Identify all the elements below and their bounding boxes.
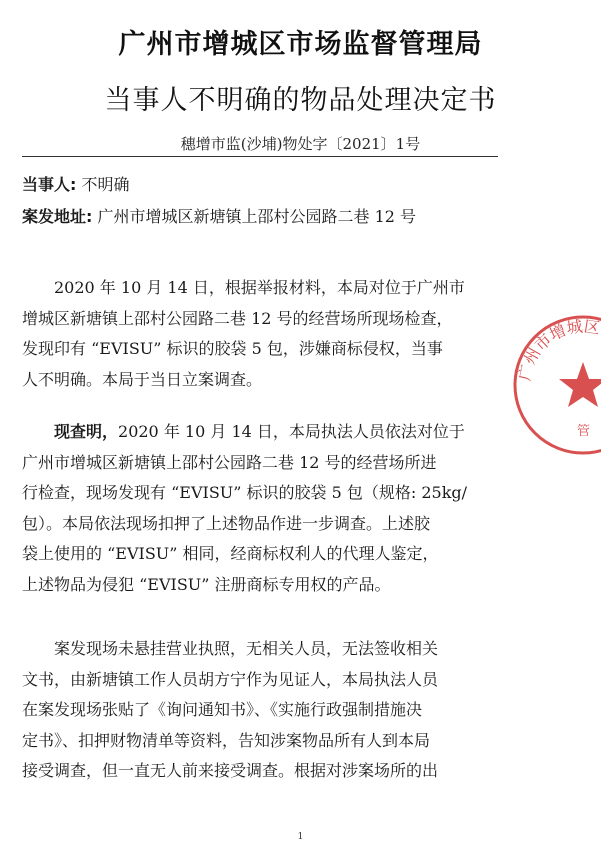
party-value: 不明确 (81, 175, 130, 194)
seal-bottom-text: 管 (577, 424, 591, 439)
seal-star-icon (559, 362, 601, 407)
paragraph-filing (22, 273, 500, 395)
paragraph-line: 定书》、扣押财物清单等资料，告知涉案物品所有人到本局 (22, 730, 431, 750)
paragraph-line: 接受调查，但一直无人前来接受调查。根据对涉案场所的出 (22, 761, 439, 781)
paragraph-line: 行检查，现场发现有 “EVISU” 标识的胶袋 5 包（规格: 25kg/ (22, 483, 468, 503)
paragraph-line: 包）。本局依法现场扣押了上述物品作进一步调查。上述胶 (22, 513, 431, 533)
paragraph-line: 上述物品为侵犯 “EVISU” 注册商标专用权的产品。 (22, 574, 391, 594)
document-title: 当事人不明确的物品处理决定书 (104, 85, 497, 116)
address-value: 广州市增城区新塘镇上邵村公园路二巷 12 号 (97, 207, 417, 226)
address-label: 案发地址: (22, 207, 93, 226)
document-number: 穗增市监(沙埔)物处字〔2021〕1号 (180, 135, 421, 153)
paragraph-line: 发现印有 “EVISU” 标识的胶袋 5 包，涉嫌商标侵权，当事 (22, 339, 443, 359)
agency-title: 广州市增城区市场监督管理局 (118, 29, 483, 60)
paragraph-line: 2020 年 10 月 14 日，根据举报材料，本局对位于广州市 (54, 278, 465, 297)
page-number: 1 (297, 832, 304, 842)
header-divider (22, 156, 498, 157)
paragraph-findings (22, 417, 500, 601)
paragraph-line: 案发现场未悬挂营业执照，无相关人员，无法签收相关 (54, 639, 439, 658)
paragraph-line: 人不明确。本局于当日立案调查。 (22, 369, 263, 389)
party-label: 当事人: (22, 175, 77, 194)
paragraph-line: 袋上使用的 “EVISU” 相同，经商标权利人的代理人鉴定， (22, 544, 439, 564)
paragraph-line (22, 417, 500, 448)
paragraph-line: 文书，由新塘镇工作人员胡方宁作为见证人，本局执法人员 (22, 669, 439, 689)
official-seal (508, 310, 601, 460)
findings-first-line: 2020 年 10 月 14 日，本局执法人员依法对位于 (118, 422, 465, 441)
findings-lead: 现查明， (54, 422, 119, 441)
paragraph-notice (22, 634, 500, 787)
paragraph-line: 在案发现场张贴了《询问通知书》、《实施行政强制措施决 (22, 700, 423, 720)
paragraph-line: 广州市增城区新塘镇上邵村公园路二巷 12 号的经营场所进 (22, 452, 437, 472)
seal-text: 广州市增城区 (514, 316, 601, 383)
paragraph-line: 增城区新塘镇上邵村公园路二巷 12 号的经营场所现场检查， (22, 308, 453, 328)
address-field (22, 204, 416, 227)
party-field (22, 172, 130, 195)
